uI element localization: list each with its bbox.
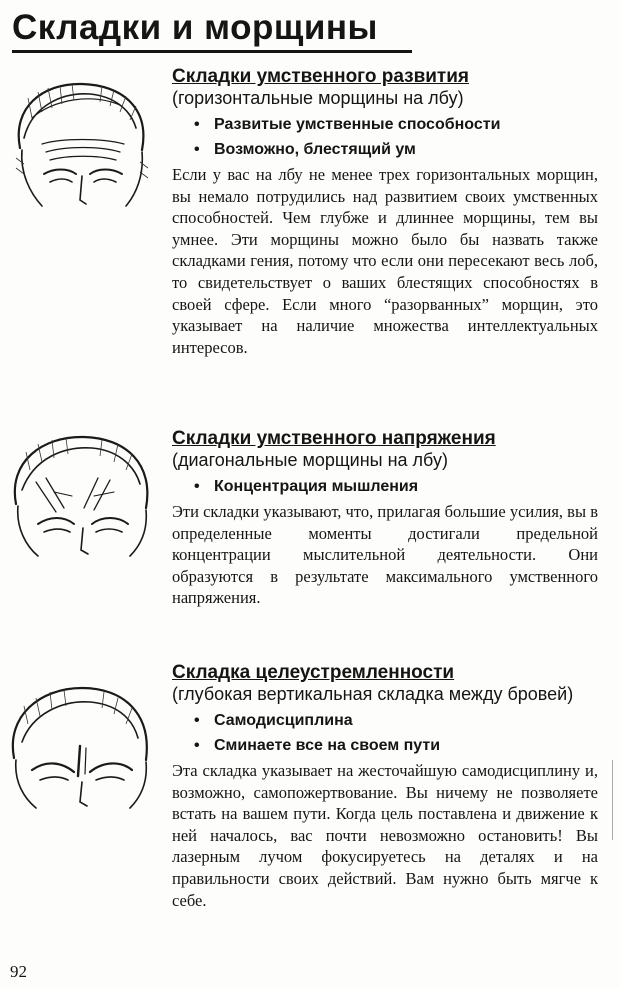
section-subheading: (глубокая вертикальная складка между бровей) (172, 684, 574, 704)
section-body-text: Эти складки указывают, что, прилагая большие усилия, вы в определенные моменты достигали предельной концентрации мыслительной деятельности. Они образуются в результате максимального умственного напряжения. (172, 502, 598, 608)
bullet-item: • Сминаете все на своем пути (194, 733, 598, 758)
face-illustration-icon (2, 432, 162, 557)
section-subheading: (горизонтальные морщины на лбу) (172, 88, 464, 108)
bullet-item: • Возможно, блестящий ум (194, 137, 598, 162)
margin-scan-line (612, 760, 613, 840)
bullet-item: • Самодисциплина (194, 708, 598, 733)
section-subheading: (диагональные морщины на лбу) (172, 450, 448, 470)
face-illustration-icon (2, 78, 162, 208)
page-number: 92 (10, 962, 27, 981)
bullet-list (172, 708, 598, 758)
section-text-block (172, 66, 598, 358)
section-heading: Складки умственного развития (172, 66, 470, 87)
bullet-list (172, 112, 598, 162)
section-body-text: Если у вас на лбу не менее трех горизонтальных морщин, вы немало потрудились над развитием своих умственных способностей. Чем глубже и длиннее морщины, тем вы умнее. Эти морщины можно было бы назвать также складками гения, потому что если они пересекают весь лоб, то свидетельствует о ваших блестящих способностях в своей сфере. Если много “разорванных” морщин, это указывает на наличие множества интеллектуальных интересов. (172, 165, 598, 357)
section-body-text: Эта складка указывает на жесточайшую самодисциплину и, возможно, самопожертвование. Вы ничему не позволяете встать на вашем пути. Когда цель поставлена и движение к ней началось, вас почти невозможно остановить! Вы лазерным лучом фокусируетесь на деталях и на правильности своих действий. Вам нужно быть мягче к себе. (172, 761, 598, 910)
face-illustration-icon (2, 684, 162, 809)
bullet-list (172, 474, 598, 499)
section-heading: Складки умственного напряжения (172, 428, 496, 449)
bullet-item: • Развитые умственные способности (194, 112, 598, 137)
page-title: Складки и морщины (12, 6, 412, 53)
bullet-item: • Концентрация мышления (194, 474, 598, 499)
section-text-block (172, 662, 598, 911)
section-heading: Складка целеустремленности (172, 662, 455, 683)
section-text-block (172, 428, 598, 609)
